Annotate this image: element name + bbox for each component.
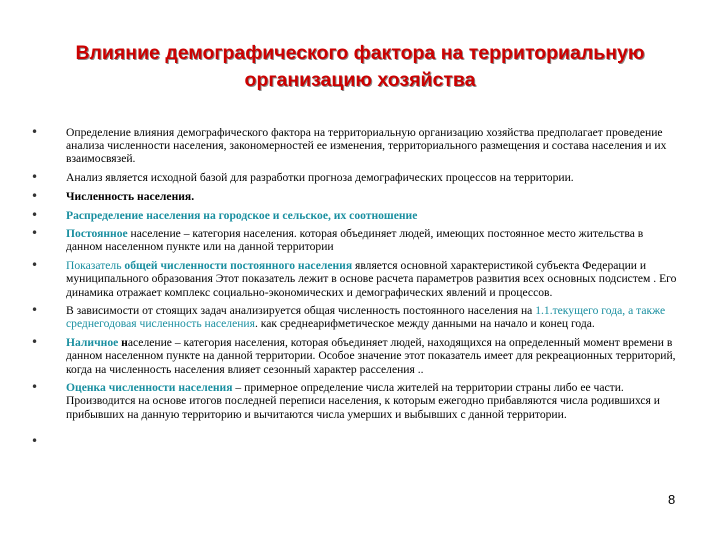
page-number: 8 [668,492,676,507]
bullet-icon: • [31,207,39,222]
item-term-suffix: н [118,336,128,350]
list-item [28,381,682,421]
bullet-icon: • [31,188,39,203]
item-term: Постоянное [66,227,128,241]
bullet-icon: • [31,170,39,185]
item-term: Наличное [66,336,119,350]
bullet-icon: • [31,125,39,139]
bullet-icon: • [31,226,39,241]
list-item [28,336,682,376]
item-text: является основной характеристикой субъекта Федерации и муниципального образования Этот показатель лежит в основе расчета параметров развития всех основных подсистем . Его динамика отражает комплекс социально-экономических и демографических явлений и процессов. [66,259,677,299]
item-text: – примерное определение числа жителей на территории страны либо ее части. Производится на основе итогов последней переписи населения, к которым ежегодно прибавляются числа родившихся и прибывших на данную территорию и вычитаются числа умерших и выбывших с данной территории. [66,381,660,421]
item-text: . как среднеарифметическое между данными на начало и конец года. [254,317,595,331]
item-text: население – категория населения. которая объединяет людей, имеющих постоянное место жительства в данном населенном пункте или на данной территории [66,227,644,254]
list-item [28,259,682,299]
bullet-list [28,125,682,448]
item-text: аселение – категория населения, которая объединяет людей, находящихся на определенный момент времени в данном населенном пункте на данной территории. Особое значение этот показатель имеет для рекреационных территорий, когда на численность населения влияет сезонный характер расселения .. [66,336,676,376]
bullet-icon: • [31,303,39,318]
list-item [28,126,682,166]
list-item [28,209,682,222]
bullet-icon: • [31,380,39,395]
list-item [28,171,682,184]
bullet-icon: • [31,433,39,448]
item-term: Оценка численности населения [66,381,233,395]
list-item [28,227,682,253]
item-highlight: 1.1.текущего года, а также среднегодовая численность населения [66,304,666,331]
item-term: общей численности постоянного населения [124,259,353,273]
slide-title: Влияние демографического фактора на территориальную организацию хозяйства [75,42,645,91]
list-item [28,190,682,203]
list-item [28,304,682,330]
item-heading: Численность населения. [66,189,195,203]
bullet-icon: • [31,258,39,273]
item-text: В зависимости от стоящих задач анализируется общая численность постоянного населения на [66,304,536,318]
item-text: Анализ является исходной базой для разработки прогноза демографических процессов на территории. [66,171,574,185]
item-term-prefix: Показатель [66,259,125,273]
item-text: Определение влияния демографического фактора на территориальную организацию хозяйства предполагает проведение анализа численности населения, закономерностей ее изменения, территориального размещения и состава населения и их взаимосвязей. [66,126,667,166]
item-heading: Распределение населения на городское и сельское, их соотношение [66,208,418,222]
bullet-icon: • [31,335,39,350]
